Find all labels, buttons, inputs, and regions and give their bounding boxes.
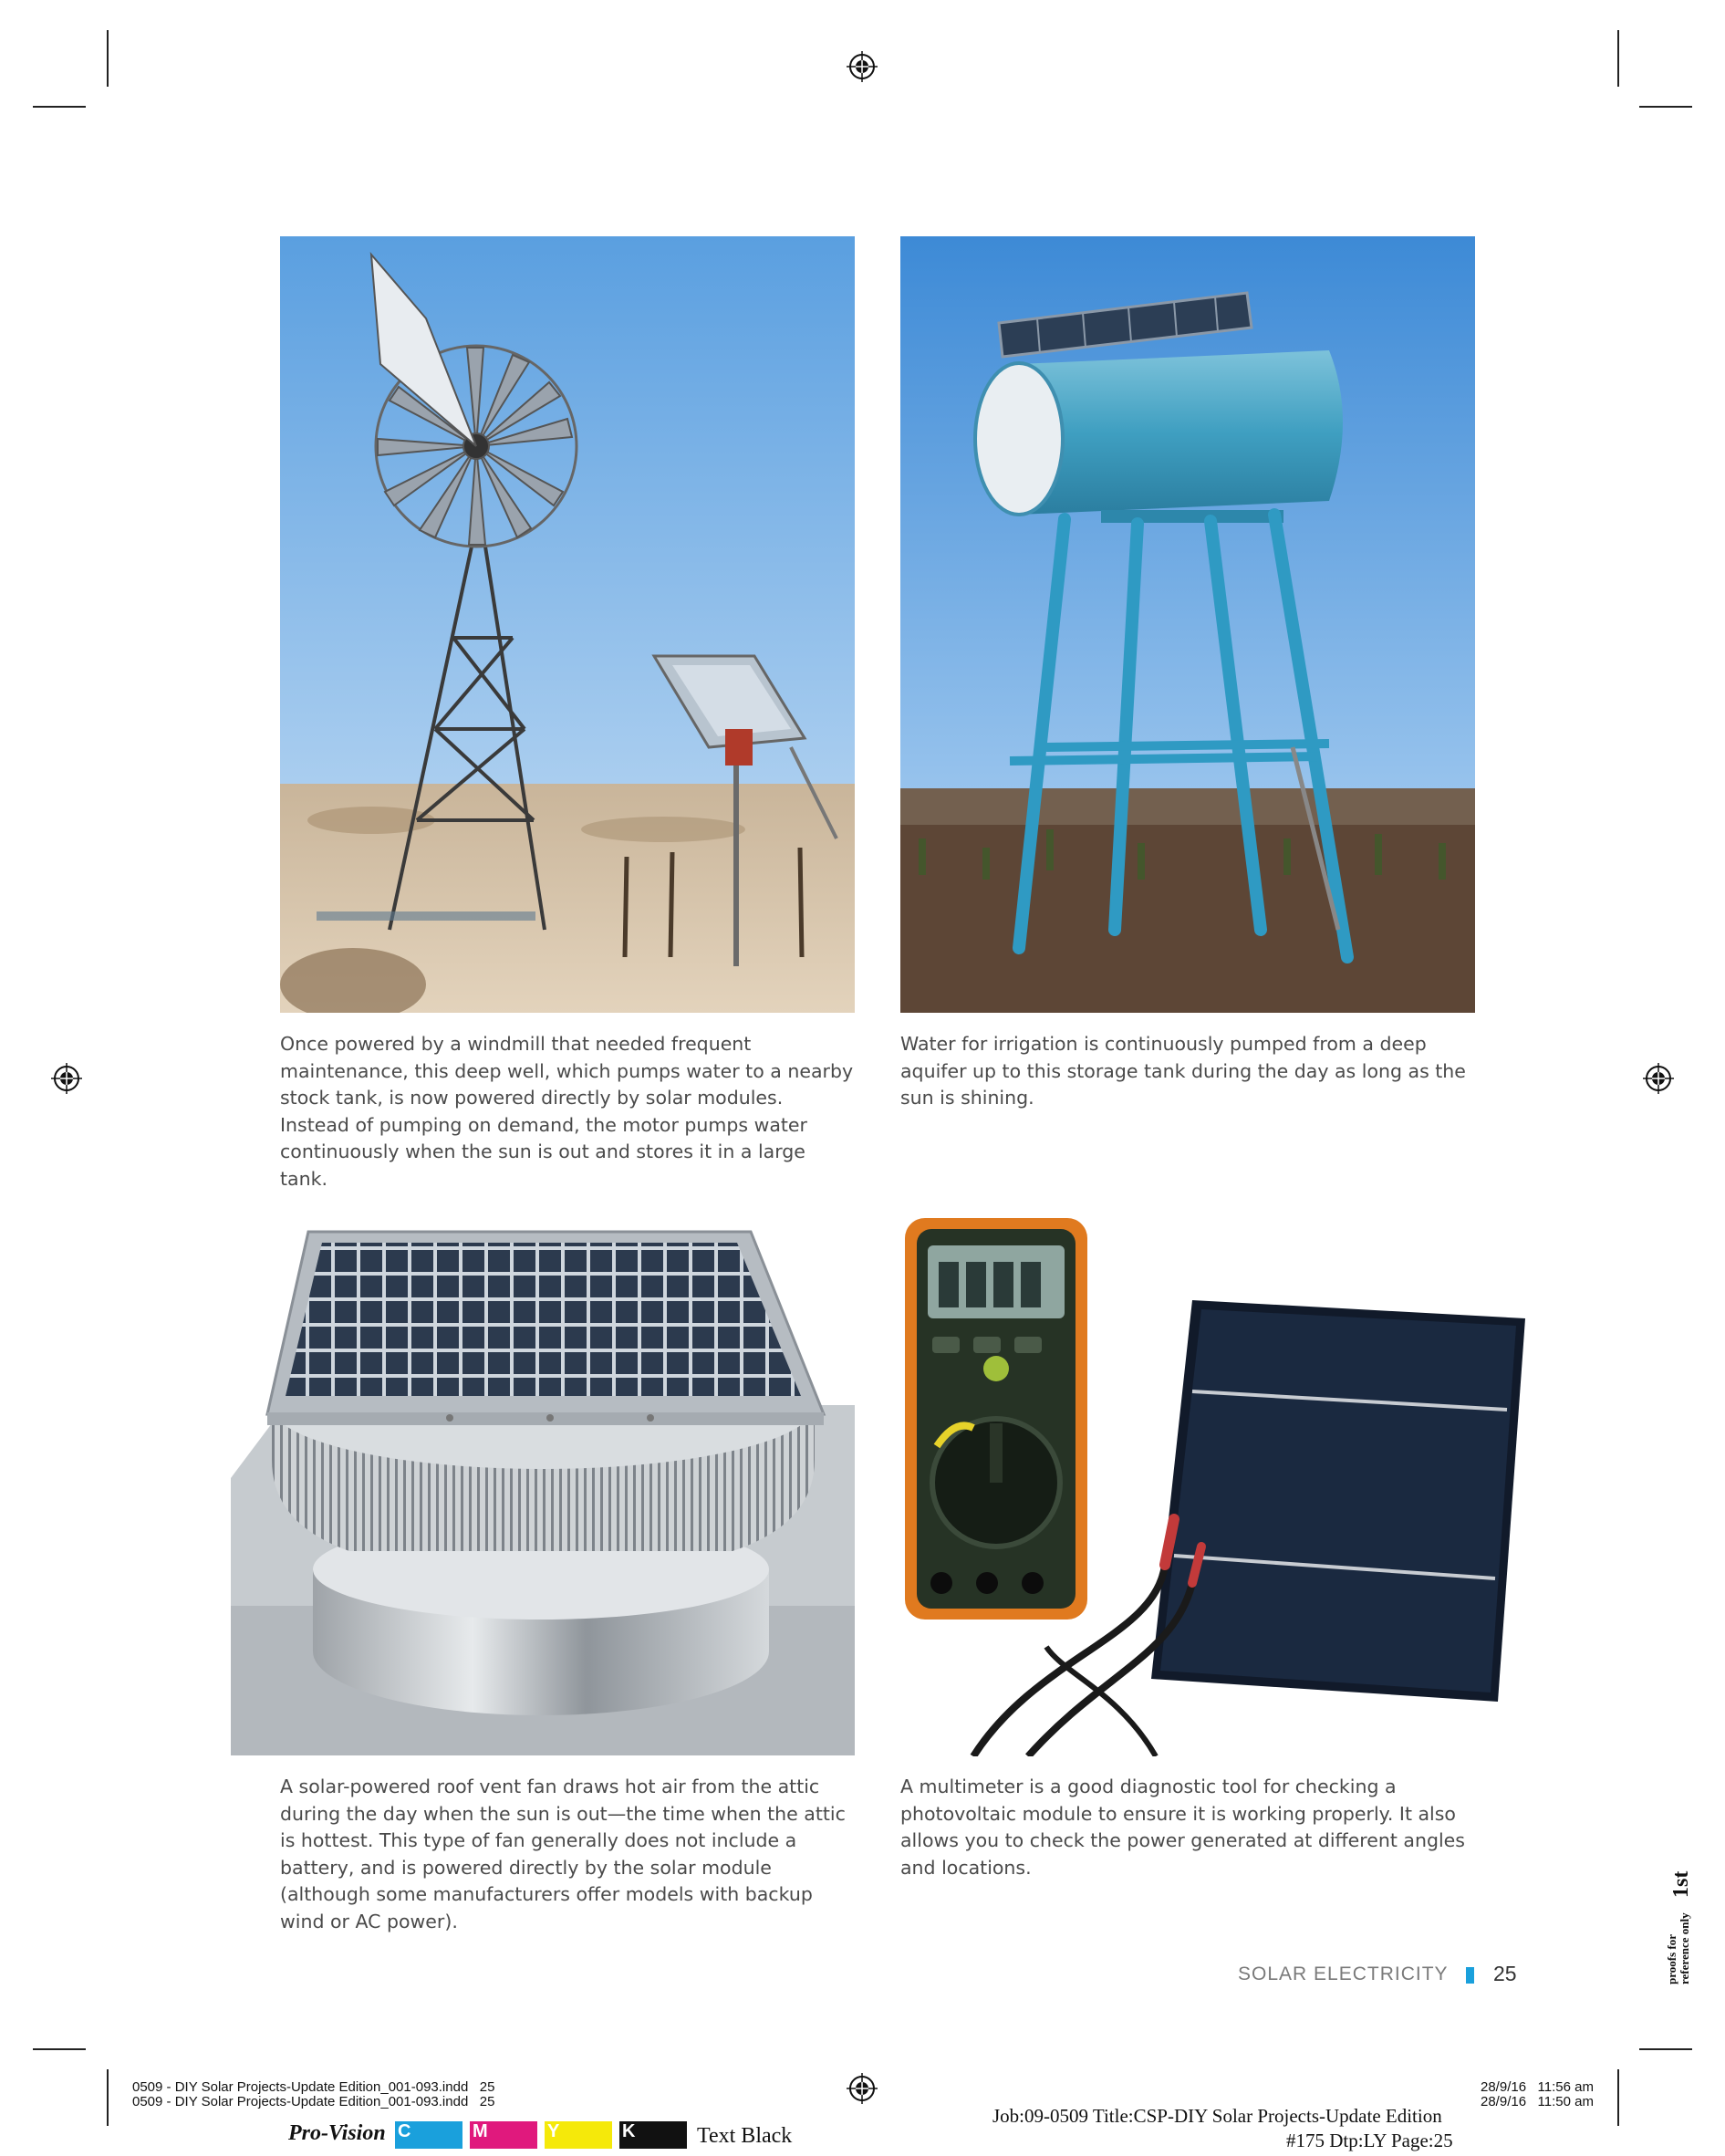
crop-mark <box>1639 2048 1692 2050</box>
slug-file-line-2: 0509 - DIY Solar Projects-Update Edition_001-093.indd 25 <box>132 2094 495 2109</box>
proof-stamp <box>1649 1870 1722 1989</box>
slug-file-line-1: 0509 - DIY Solar Projects-Update Edition_001-093.indd 25 <box>132 2079 495 2095</box>
footer-accent-bar <box>1466 1967 1474 1984</box>
water-tank-photo <box>900 236 1475 1013</box>
registration-mark-icon <box>51 1063 82 1094</box>
registration-mark-icon <box>847 51 878 82</box>
color-swatch-y: Y <box>545 2121 612 2149</box>
proof-stamp-text: proofs for reference only <box>1665 1912 1691 1984</box>
slug-date-line-1: 28/9/16 11:56 am <box>1481 2079 1594 2095</box>
registration-mark-icon <box>1643 1063 1674 1094</box>
running-footer-section: SOLAR ELECTRICITY <box>1238 1963 1449 1984</box>
crop-mark <box>33 2048 86 2050</box>
crop-mark <box>1617 2069 1619 2126</box>
multimeter-photo <box>900 1218 1530 1756</box>
job-line-2: #175 Dtp:LY Page:25 <box>1286 2130 1453 2151</box>
provision-brand: Pro-Vision <box>288 2121 386 2145</box>
caption-tank: Water for irrigation is continuously pumped from a deep aquifer up to this storage tank during the day as long as the sun is shining. <box>900 1033 1466 1109</box>
roof-vent-fan-photo <box>231 1223 855 1755</box>
crop-mark <box>1617 30 1619 87</box>
plate-label: Text Black <box>697 2124 793 2148</box>
caption-windmill: Once powered by a windmill that needed frequent maintenance, this deep well, which pumps water to a nearby stock tank, is now powered directly by solar modules. Instead of pumping on demand, the motor pumps water continuously when the sun is out and stores it in a large tank. <box>280 1033 854 1190</box>
crop-mark <box>107 30 109 87</box>
color-swatch-k: K <box>619 2121 687 2149</box>
crop-mark <box>33 106 86 108</box>
windmill-solar-photo <box>280 236 855 1013</box>
crop-mark <box>1639 106 1692 108</box>
page-number: 25 <box>1493 1962 1517 1985</box>
caption-multimeter: A multimeter is a good diagnostic tool for checking a photovoltaic module to ensure it is working properly. It also allows you to check the power generated at different angles and locations. <box>900 1776 1465 1879</box>
color-swatch-c: C <box>395 2121 462 2149</box>
caption-vent-fan: A solar-powered roof vent fan draws hot air from the attic during the day when the sun is out—the time when the attic is hottest. This type of fan generally does not include a battery, and is powered directly by the solar module (although some manufacturers offer models with backup wind or AC power). <box>280 1776 846 1932</box>
job-line: Job:09-0509 Title:CSP-DIY Solar Projects-Update Edition <box>992 2105 1442 2127</box>
proof-stamp-1st: 1st <box>1669 1870 1693 1898</box>
crop-mark <box>107 2069 109 2126</box>
color-swatch-m: M <box>470 2121 537 2149</box>
registration-mark-icon <box>847 2073 878 2104</box>
slug-date-line-2: 28/9/16 11:50 am <box>1481 2094 1594 2109</box>
